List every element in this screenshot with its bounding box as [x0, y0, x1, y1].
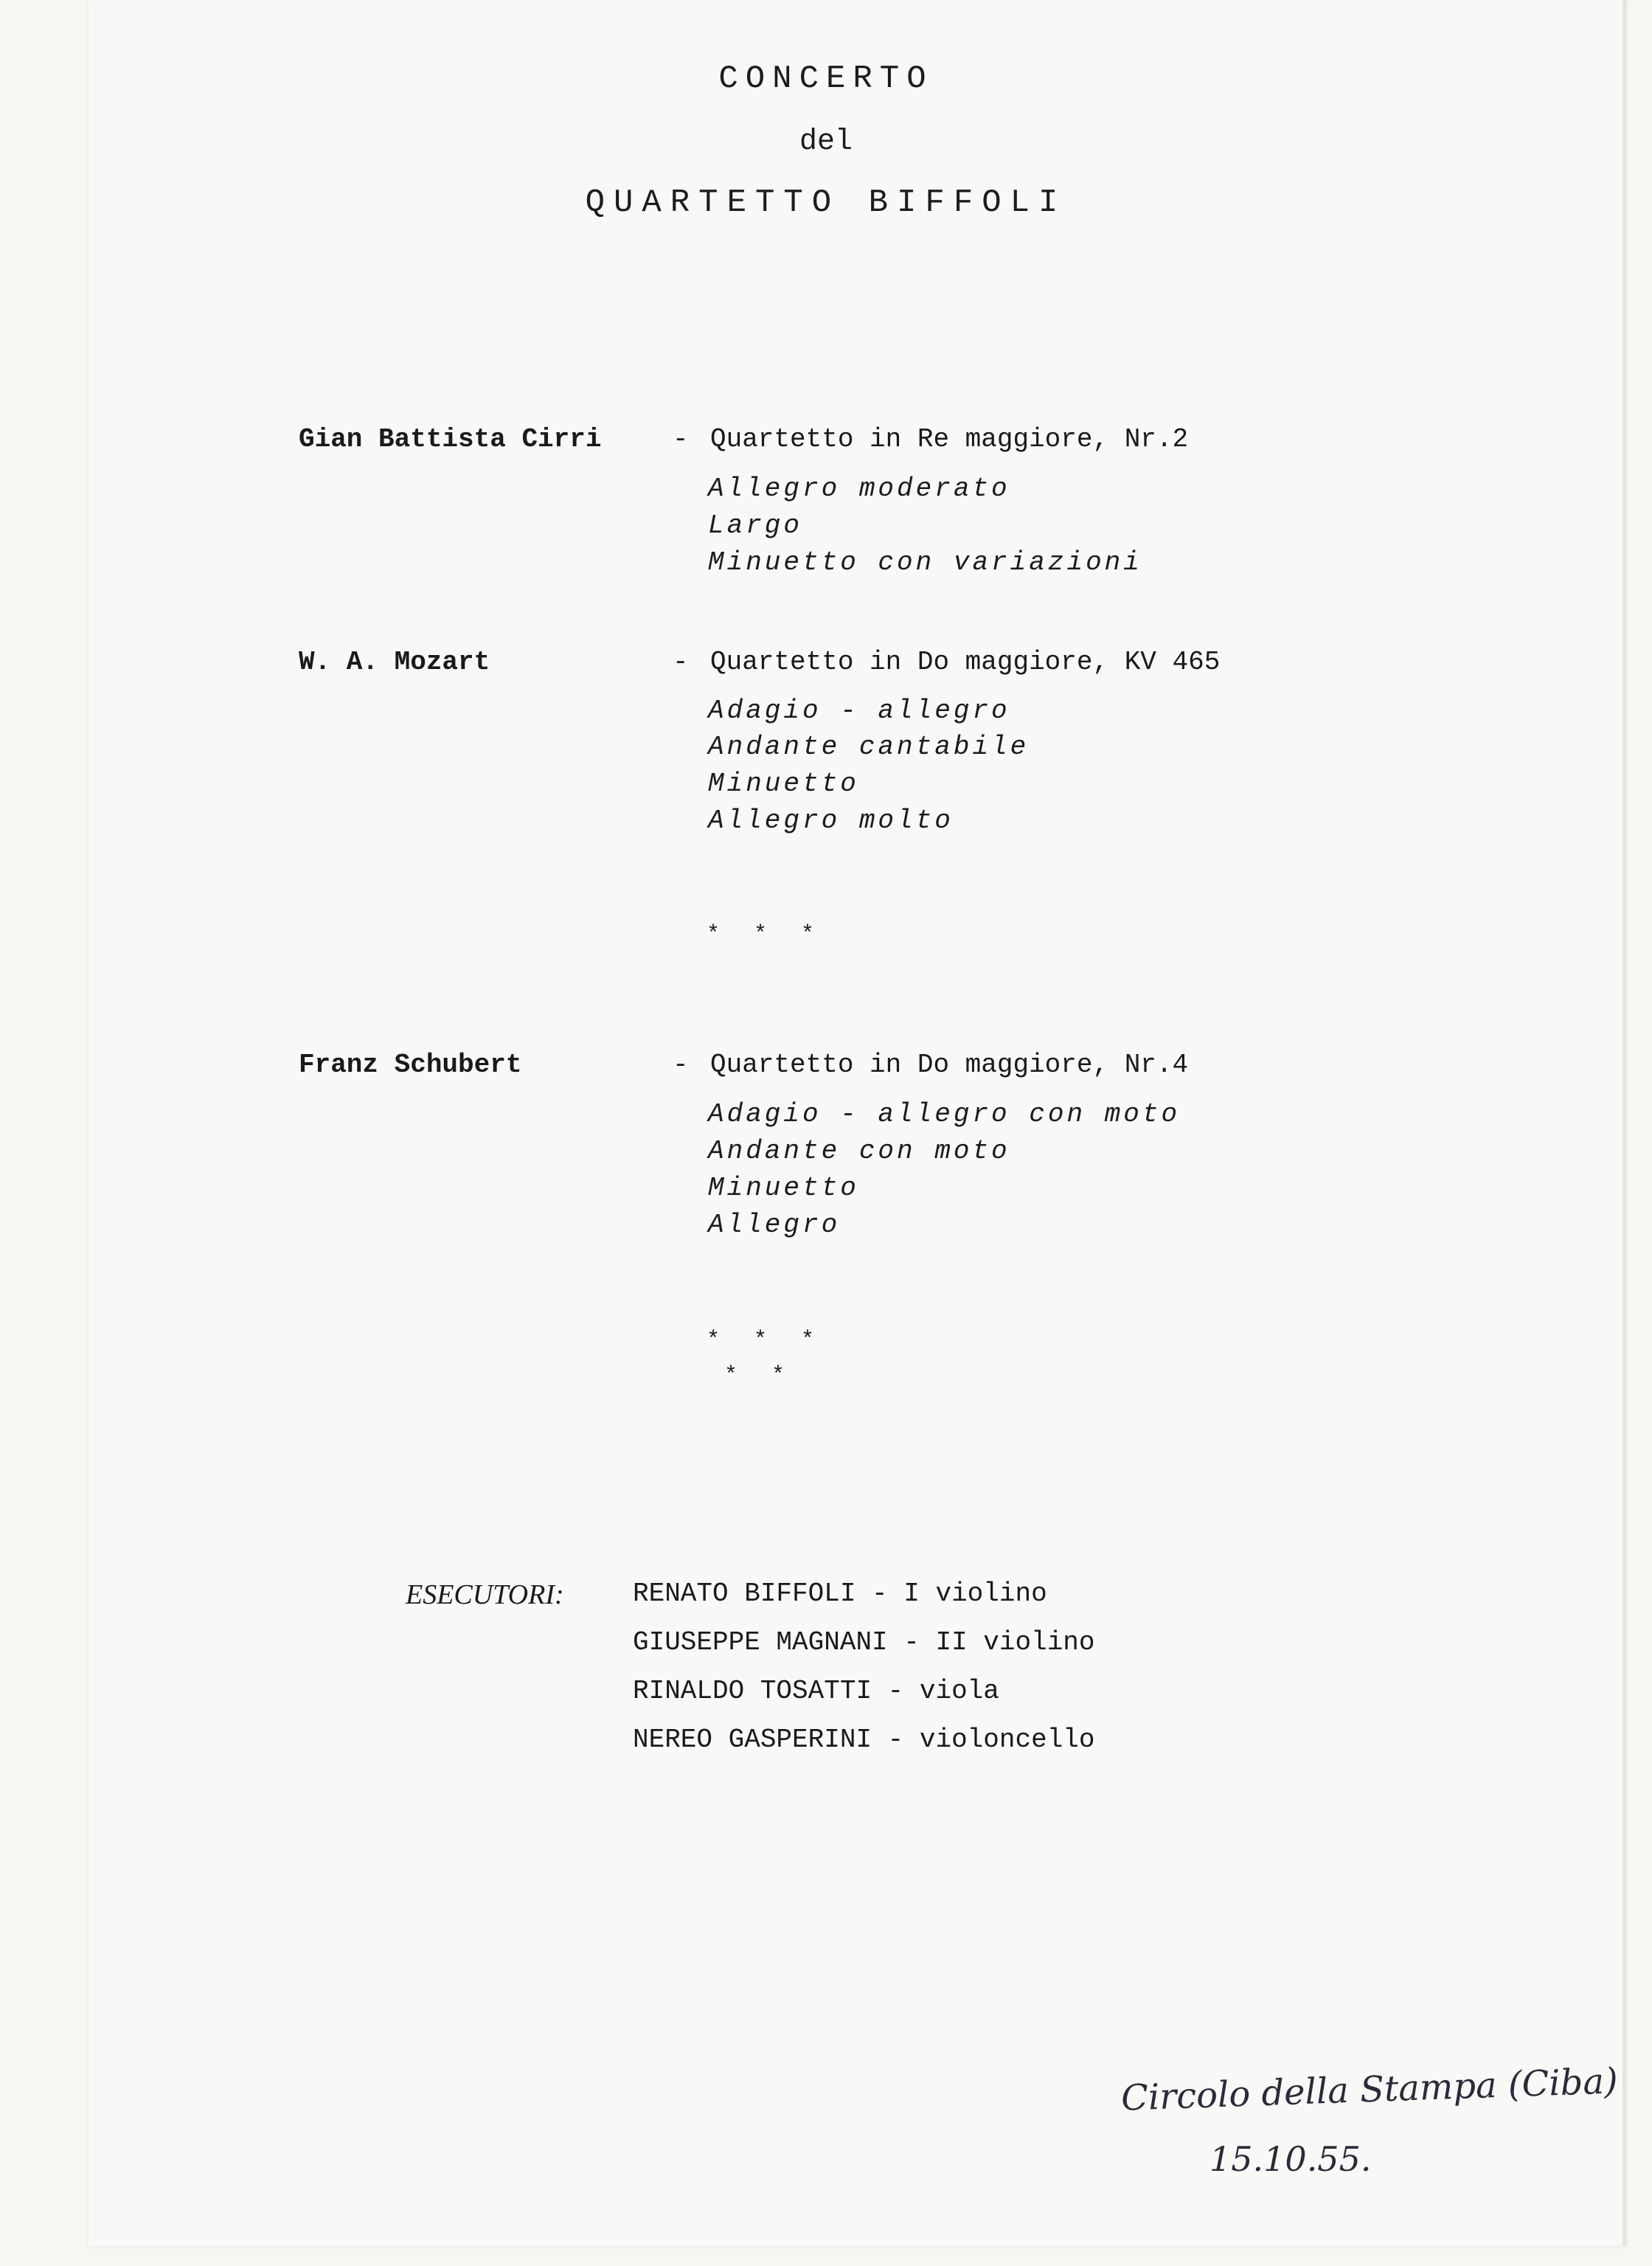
performer-cello: NEREO GASPERINI - violoncello	[633, 1725, 1095, 1755]
movement: Allegro molto	[708, 805, 954, 836]
movement: Allegro	[708, 1210, 841, 1240]
work-schubert: Quartetto in Do maggiore, Nr.4	[710, 1050, 1189, 1080]
page-edge	[1622, 0, 1626, 2246]
handwritten-date: 15.10.55.	[1210, 2139, 1372, 2179]
separator-stars: * *	[724, 1363, 796, 1388]
composer-cirri: Gian Battista Cirri	[299, 424, 602, 454]
movement: Minuetto con variazioni	[708, 547, 1142, 578]
performer-first-violin: RENATO BIFFOLI - I violino	[633, 1579, 1047, 1609]
separator-stars: * * *	[707, 922, 825, 947]
composer-mozart: W. A. Mozart	[299, 647, 490, 677]
separator-stars: * * *	[707, 1328, 825, 1353]
dash: -	[673, 1050, 689, 1080]
movement: Adagio - allegro con moto	[708, 1099, 1181, 1129]
movement: Minuetto	[708, 769, 859, 799]
performers-label: ESECUTORI:	[406, 1579, 564, 1610]
movement: Largo	[708, 510, 803, 541]
work-mozart: Quartetto in Do maggiore, KV 465	[710, 647, 1221, 677]
ensemble-name: QUARTETTO BIFFOLI	[585, 184, 1067, 221]
dash: -	[673, 424, 689, 454]
composer-schubert: Franz Schubert	[299, 1050, 522, 1080]
movement: Andante con moto	[708, 1136, 1010, 1166]
dash: -	[673, 647, 689, 677]
movement: Adagio - allegro	[708, 696, 1010, 726]
movement: Minuetto	[708, 1173, 859, 1203]
concert-subtitle: del	[799, 125, 853, 159]
concert-title: CONCERTO	[718, 60, 934, 97]
performer-viola: RINALDO TOSATTI - viola	[633, 1676, 999, 1706]
performer-second-violin: GIUSEPPE MAGNANI - II violino	[633, 1627, 1095, 1657]
work-cirri: Quartetto in Re maggiore, Nr.2	[710, 424, 1189, 454]
movement: Allegro moderato	[708, 474, 1010, 504]
movement: Andante cantabile	[708, 732, 1030, 762]
handwritten-venue: Circolo della Stampa (Ciba)	[1120, 2060, 1619, 2119]
